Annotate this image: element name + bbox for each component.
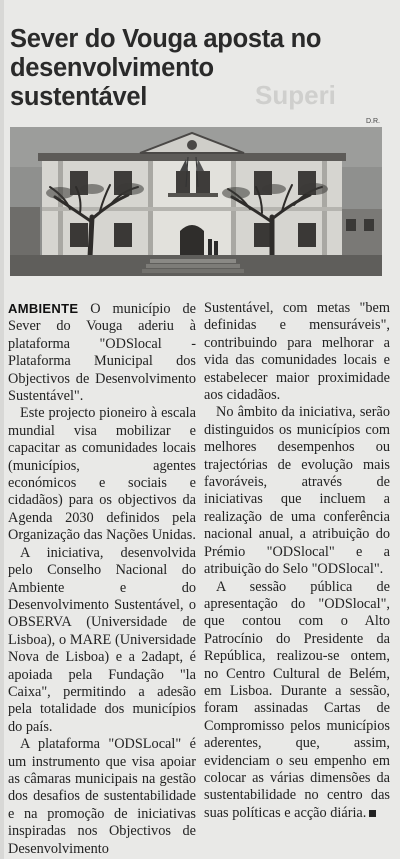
paragraph-7-text: A sessão pública de apresentação do "ODSlocal", que contou com o Alto Patrocínio do Presidente da República, realizou-se ontem, no Centro Cultural de Belém, em Lisboa. Durante a sessão, foram assinadas Cartas de Compromisso pelos municípios aderentes, que, assim, evidenciam o seu empenho em colocar as várias dimensões da sustentabilidade no centro das suas políticas e acção diária. <box>204 578 390 821</box>
page-edge <box>0 0 4 859</box>
paragraph-5: Sustentável, com metas "bem definidas e mensuráveis", contribuindo para melhorar a vida das comunidades locais e estabelecer maior proximidade aos cidadãos. <box>204 300 390 404</box>
paragraph-2: Este projecto pioneiro à escala mundial visa mobilizar e capacitar as comunidades locais (municípios, agentes económicos e sociais e cidadãos) para os objectivos da Agenda 2030 definidos pela Organização das Nações Unidas. <box>8 405 196 544</box>
paragraph-4: A plataforma "ODSLocal" é um instrumento que visa apoiar as câmaras municipais na gestão dos desafios de sustentabilidade e na promoção de iniciativas inspiradas nos Objectivos de Desenvolvimento <box>8 736 196 855</box>
town-hall-photo <box>10 127 382 276</box>
left-building <box>10 207 40 262</box>
column-right <box>204 300 390 855</box>
paragraph-1-text: O município de Sever do Vouga aderiu à plataforma "ODSlocal - Plataforma Municipal dos Objectivos de Desenvolvimento Sustentável". <box>8 301 196 405</box>
paragraph-3: A iniciativa, desenvolvida pelo Conselho Nacional do Ambiente e do Desenvolvimento Sustentável, o OBSERVA (Universidade de Lisboa), o MARE (Universidade Nova de Lisboa) e a 2adapt, é apoiada pela Fundação "la Caixa", permitindo a adesão pela totalidade dos municípios do país. <box>8 544 196 735</box>
photo-credit: D.R. <box>366 118 380 125</box>
paragraph-7 <box>204 579 390 823</box>
end-of-article-mark <box>369 810 376 817</box>
town-hall-illustration <box>10 127 382 276</box>
bleed-through-text: Superi <box>255 80 336 110</box>
paragraph-1 <box>8 300 196 405</box>
headline: Sever do Vouga aposta no desenvolvimento sustentável <box>10 25 322 112</box>
paragraph-6: No âmbito da iniciativa, serão distinguidos os municípios com melhores desempenhos ou trajectórias de evolução mais favoráveis, através de iniciativas que incluem a realização de uma conferência nacional anual, a atribuição do Prémio "ODSlocal" e a atribuição do Selo "ODSlocal". <box>204 404 390 578</box>
column-left <box>8 300 196 855</box>
section-kicker: AMBIENTE <box>8 301 79 316</box>
